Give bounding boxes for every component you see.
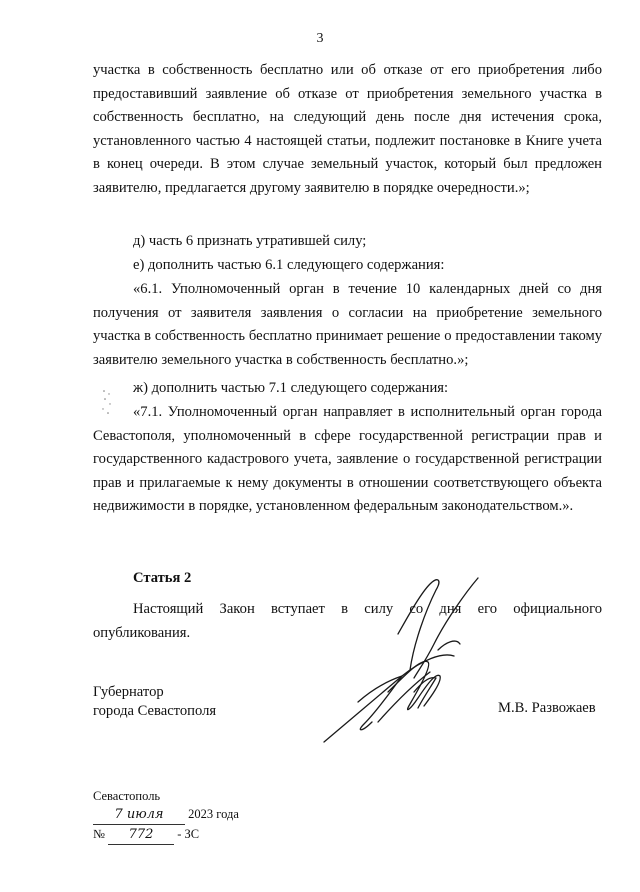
paragraph-part-6-1: «6.1. Уполномоченный орган в течение 10 календарных дней со дня получения от заявителя заявления о согласии на приобретение земельного участка в собственность бесплатно принимает решение о предоставлении такому заявителю земельного участка в собственность бесплатно.»; (93, 281, 602, 368)
paragraph-part-7-1: «7.1. Уполномоченный орган направляет в исполнительный орган города Севастополя, уполномоченный в сфере государственной регистрации прав и государственного кадастрового учета, заявление о государственной регистрации прав и прилагаемые к нему документы в отношении соответствующего объекта недвижимости в порядке, установленном федеральным законодательством.». (93, 404, 602, 515)
signatory-position-line2: города Севастополя (93, 703, 217, 719)
signing-date-line (93, 805, 239, 825)
law-number-line (93, 825, 239, 845)
signing-city: Севастополь (93, 789, 161, 803)
signing-details (93, 787, 239, 845)
law-number-prefix: № (93, 827, 105, 841)
signatory-position (93, 683, 216, 721)
law-number-handwritten: 772 (108, 826, 174, 845)
handwritten-signature (318, 572, 498, 757)
stamp-dots (100, 388, 114, 416)
paragraph-item-zh: ж) дополнить частью 7.1 следующего содержания: (133, 380, 449, 396)
paragraph-item-e: е) дополнить частью 6.1 следующего содержания: (133, 257, 445, 273)
signing-date-handwritten: 7 июля (93, 806, 185, 825)
signatory-name: М.В. Развожаев (498, 700, 596, 716)
paragraph-continuation: участка в собственность бесплатно или об отказе от его приобретения либо предоставивший заявление об отказе от приобретения земельного участка в собственность бесплатно, на следующий день после дня истечения срока, установленного частью 4 настоящей статьи, подлежит постановке в Книге учета в конец очереди. В этом случае земельный участок, который был предложен заявителю, предлагается другому заявителю в порядке очередности.»; (93, 62, 602, 196)
signing-year: 2023 года (188, 807, 239, 821)
page-number: 3 (316, 31, 324, 46)
article-text: Настоящий Закон вступает в силу со дня его официального опубликования. (93, 601, 602, 641)
signatory-position-line1: Губернатор (93, 684, 164, 700)
article-heading: Статья 2 (133, 570, 192, 586)
paragraph-item-d: д) часть 6 признать утратившей силу; (133, 233, 367, 249)
law-number-suffix: - ЗС (177, 827, 200, 841)
